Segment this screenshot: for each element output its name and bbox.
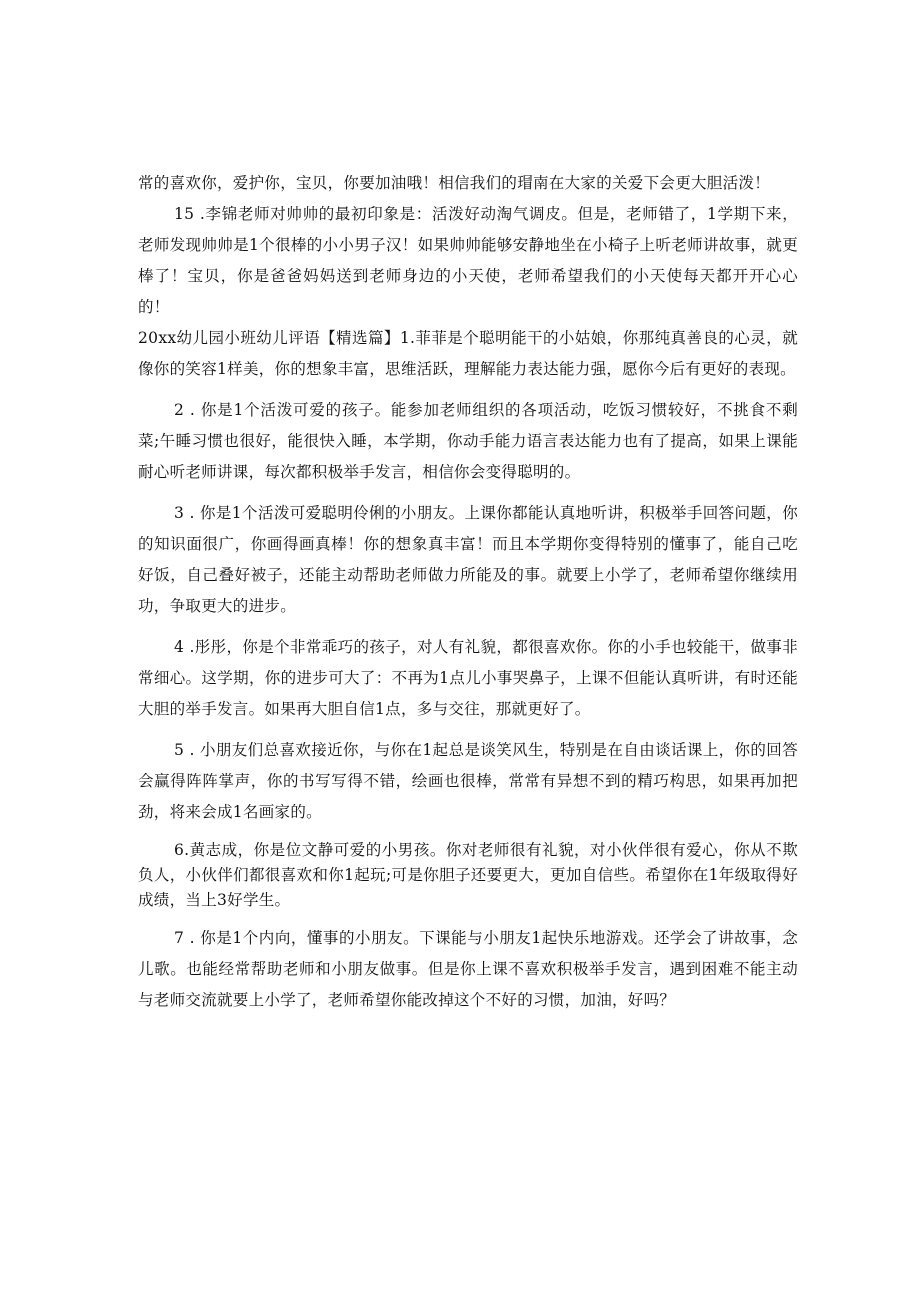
paragraph-2: 2 . 你是1个活泼可爱的孩子。能参加老师组织的各项活动，吃饭习惯较好，不挑食不剩菜;午睡习惯也很好，能很快入睡，本学期，你动手能力语言表达能力也有了提高，如果上课能耐心听老师讲课，每次都积极举手发言，相信你会变得聪明的。: [138, 401, 798, 481]
section-heading-paragraph-1: 20xx幼儿园小班幼儿评语【精选篇】1.菲菲是个聪明能干的小姑娘，你那纯真善良的心灵，就像你的笑容1样美，你的想象丰富，思维活跃，理解能力表达能力强，愿你今后有更好的表现。: [138, 329, 798, 378]
paragraph-4: 4 .彤彤，你是个非常乖巧的孩子，对人有礼貌，都很喜欢你。你的小手也较能干，做事非常细心。这学期，你的进步可大了：不再为1点儿小事哭鼻子，上课不但能认真听讲，有时还能大胆的举手发言。如果再大胆自信1点，多与交往，那就更好了。: [138, 638, 798, 718]
paragraph-3: 3 . 你是1个活泼可爱聪明伶俐的小朋友。上课你都能认真地听讲，积极举手回答问题，你的知识面很广，你画得画真棒！你的想象真丰富！而且本学期你变得特别的懂事了，能自己吃好饭，自己叠好被子，还能主动帮助老师做力所能及的事。就要上小学了，老师希望你继续用功，争取更大的进步。: [138, 504, 798, 615]
document-body: [138, 168, 798, 1016]
paragraph-6: 6.黄志成，你是位文静可爱的小男孩。你对老师很有礼貌，对小伙伴很有爱心，你从不欺负人，小伙伴们都很喜欢和你1起玩;可是你胆子还要更大，更加自信些。希望你在1年级取得好成绩，当上3好学生。: [138, 841, 798, 909]
paragraph-continuation: 常的喜欢你，爱护你，宝贝，你要加油哦！相信我们的瑁南在大家的关爱下会更大胆活泼！: [138, 174, 771, 192]
paragraph-15: 15 .李锦老师对帅帅的最初印象是：活泼好动淘气调皮。但是，老师错了，1学期下来，老师发现帅帅是1个很棒的小小男子汉！如果帅帅能够安静地坐在小椅子上听老师讲故事，就更棒了！宝贝，你是爸爸妈妈送到老师身边的小天使，老师希望我们的小天使每天都开开心心的！: [138, 205, 798, 316]
paragraph-7: 7 . 你是1个内向，懂事的小朋友。下课能与小朋友1起快乐地游戏。还学会了讲故事，念儿歌。也能经常帮助老师和小朋友做事。但是你上课不喜欢积极举手发言，遇到困难不能主动与老师交流就要上小学了，老师希望你能改掉这个不好的习惯，加油，好吗？: [138, 929, 798, 1009]
paragraph-5: 5 . 小朋友们总喜欢接近你，与你在1起总是谈笑风生，特别是在自由谈话课上，你的回答会赢得阵阵掌声，你的书写写得不错，绘画也很棒，常常有异想不到的精巧构思，如果再加把劲，将来会成1名画家的。: [138, 741, 798, 821]
